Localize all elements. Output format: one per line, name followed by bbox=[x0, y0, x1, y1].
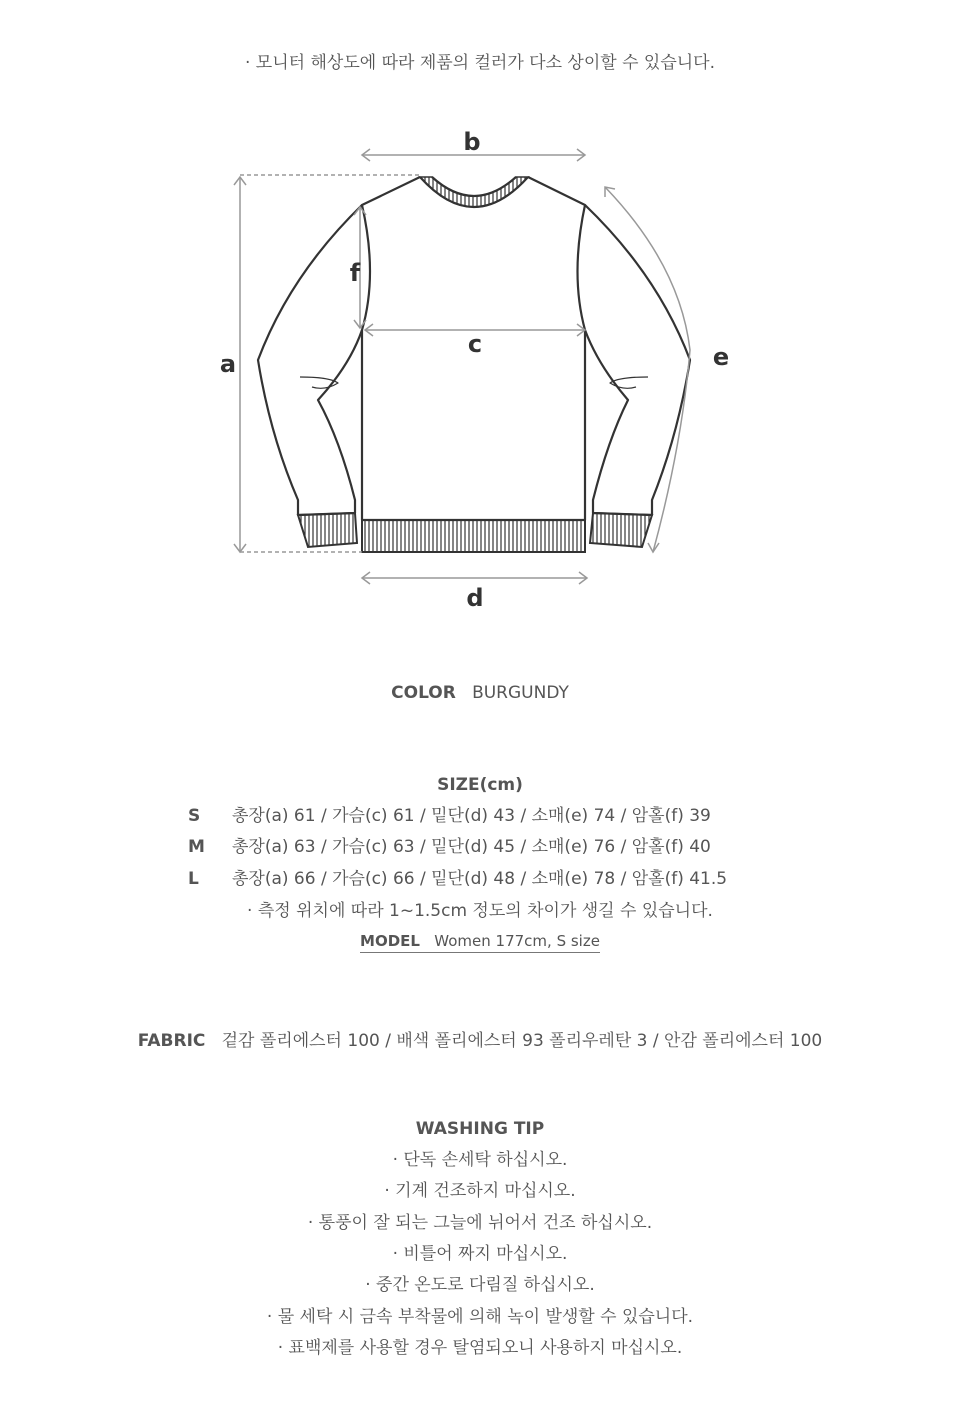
washing-tip: · 기계 건조하지 마십시오. bbox=[384, 1181, 576, 1201]
washing-title: WASHING TIP bbox=[415, 1119, 545, 1139]
color-notice: · 모니터 해상도에 따라 제품의 컬러가 다소 상이할 수 있습니다. bbox=[245, 53, 715, 73]
size-row-s bbox=[188, 805, 711, 827]
sweater-size-diagram bbox=[200, 115, 760, 615]
color-line bbox=[0, 682, 960, 704]
fabric-line bbox=[0, 1030, 960, 1052]
size-label: S bbox=[188, 806, 201, 826]
right-cuff-rib bbox=[590, 513, 652, 547]
size-title: SIZE(cm) bbox=[437, 775, 523, 795]
dim-label-a: a bbox=[219, 350, 237, 378]
washing-tip: · 비틀어 짜지 마십시오. bbox=[392, 1244, 568, 1264]
size-spec: 총장(a) 61 / 가슴(c) 61 / 밑단(d) 43 / 소매(e) 74 / 암홀(f) 39 bbox=[232, 806, 711, 826]
size-spec: 총장(a) 66 / 가슴(c) 66 / 밑단(d) 48 / 소매(e) 78 / 암홀(f) 41.5 bbox=[232, 869, 728, 889]
color-value: BURGUNDY bbox=[472, 683, 569, 703]
dim-label-c: c bbox=[467, 330, 483, 358]
neck-rib bbox=[420, 177, 528, 207]
dim-label-f: f bbox=[349, 259, 361, 287]
washing-tip: · 표백제를 사용할 경우 탈염되오니 사용하지 마십시오. bbox=[277, 1338, 683, 1358]
left-cuff-rib bbox=[298, 513, 357, 547]
washing-tip: · 중간 온도로 다림질 하십시오. bbox=[365, 1275, 595, 1295]
fabric-value: 겉감 폴리에스터 100 / 배색 폴리에스터 93 폴리우레탄 3 / 안감 폴리에스터 100 bbox=[221, 1031, 823, 1051]
dim-label-d: d bbox=[466, 584, 484, 612]
dim-label-e: e bbox=[712, 343, 730, 371]
size-row-m bbox=[188, 836, 711, 858]
size-spec: 총장(a) 63 / 가슴(c) 63 / 밑단(d) 45 / 소매(e) 76 / 암홀(f) 40 bbox=[232, 837, 711, 857]
washing-tip: · 물 세탁 시 금속 부착물에 의해 녹이 발생할 수 있습니다. bbox=[266, 1307, 694, 1327]
model-label: MODEL bbox=[360, 932, 420, 950]
size-label: L bbox=[188, 869, 199, 889]
size-note: · 측정 위치에 따라 1~1.5cm 정도의 차이가 생길 수 있습니다. bbox=[247, 901, 713, 921]
color-label: COLOR bbox=[391, 683, 456, 703]
hem-rib bbox=[362, 520, 585, 552]
size-row-l bbox=[188, 868, 727, 890]
dim-label-b: b bbox=[463, 128, 481, 156]
size-label: M bbox=[188, 837, 205, 857]
washing-tip: · 단독 손세탁 하십시오. bbox=[392, 1150, 568, 1170]
model-value: Women 177cm, S size bbox=[434, 932, 600, 950]
washing-tip: · 통풍이 잘 되는 그늘에 뉘어서 건조 하십시오. bbox=[307, 1213, 653, 1233]
fabric-label: FABRIC bbox=[137, 1031, 206, 1051]
model-info bbox=[0, 930, 960, 952]
